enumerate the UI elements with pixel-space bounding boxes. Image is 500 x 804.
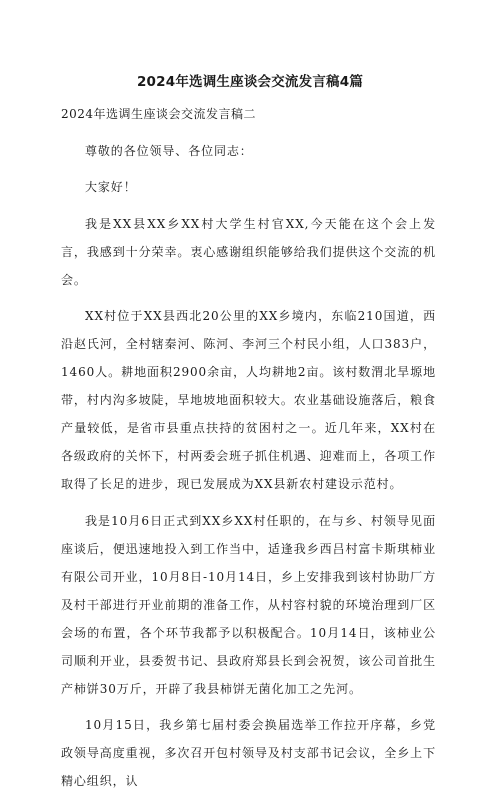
salutation: 尊敬的各位领导、各位同志： — [85, 143, 253, 158]
paragraph-1: 我是XX县XX乡XX村大学生村官XX,今天能在这个会上发言，我感到十分荣幸。衷心感谢组织能够给我们提供这个交流的机会。 — [61, 216, 436, 287]
paragraph-2: XX村位于XX县西北20公里的XX乡境内，东临210国道，西沿赵氏河，全村辖秦河、陈河、李河三个村民小组，人口383户，1460人。耕地面积2900余亩，人均耕地2亩。该村数渭北旱塬地带，村内沟多坡陡，旱地坡地面积较大。农业基础设施落后，粮食产量较低，是省市县重点扶持的贫困村之一。近几年来，XX村在各级政府的关怀下，村两委会班子抓住机遇、迎难而上，各项工作取得了长足的进步，现已发展成为XX县新农村建设示范村。 — [61, 309, 436, 491]
document-title: 2024年选调生座谈会交流发言稿4篇 — [136, 74, 364, 90]
paragraph-4: 10月15日，我乡第七届村委会换届选举工作拉开序幕，乡党政领导高度重视，多次召开包村领导及村支部书记会议，全乡上下精心组织，认 — [61, 718, 436, 788]
greeting: 大家好！ — [85, 180, 137, 194]
paragraph-3: 我是10月6日正式到XX乡XX村任职的，在与乡、村领导见面座谈后，便迅速地投入到工作当中，适逢我乡西吕村富卡斯琪柿业有限公司开业，10月8日-10月14日，乡上安排我到该村协助厂方及村干部进行开业前期的准备工作，从村容村貌的环境治理到厂区会场的布置，各个环节我都予以积极配合。10月14日，该柿业公司顺利开业，县委贺书记、县政府郑县长到会祝贺，该公司首批生产柿饼30万斤，开辟了我县柿饼无菌化加工之先河。 — [61, 513, 436, 696]
document-subtitle: 2024年选调生座谈会交流发言稿二 — [61, 107, 257, 121]
document-body — [61, 100, 436, 804]
